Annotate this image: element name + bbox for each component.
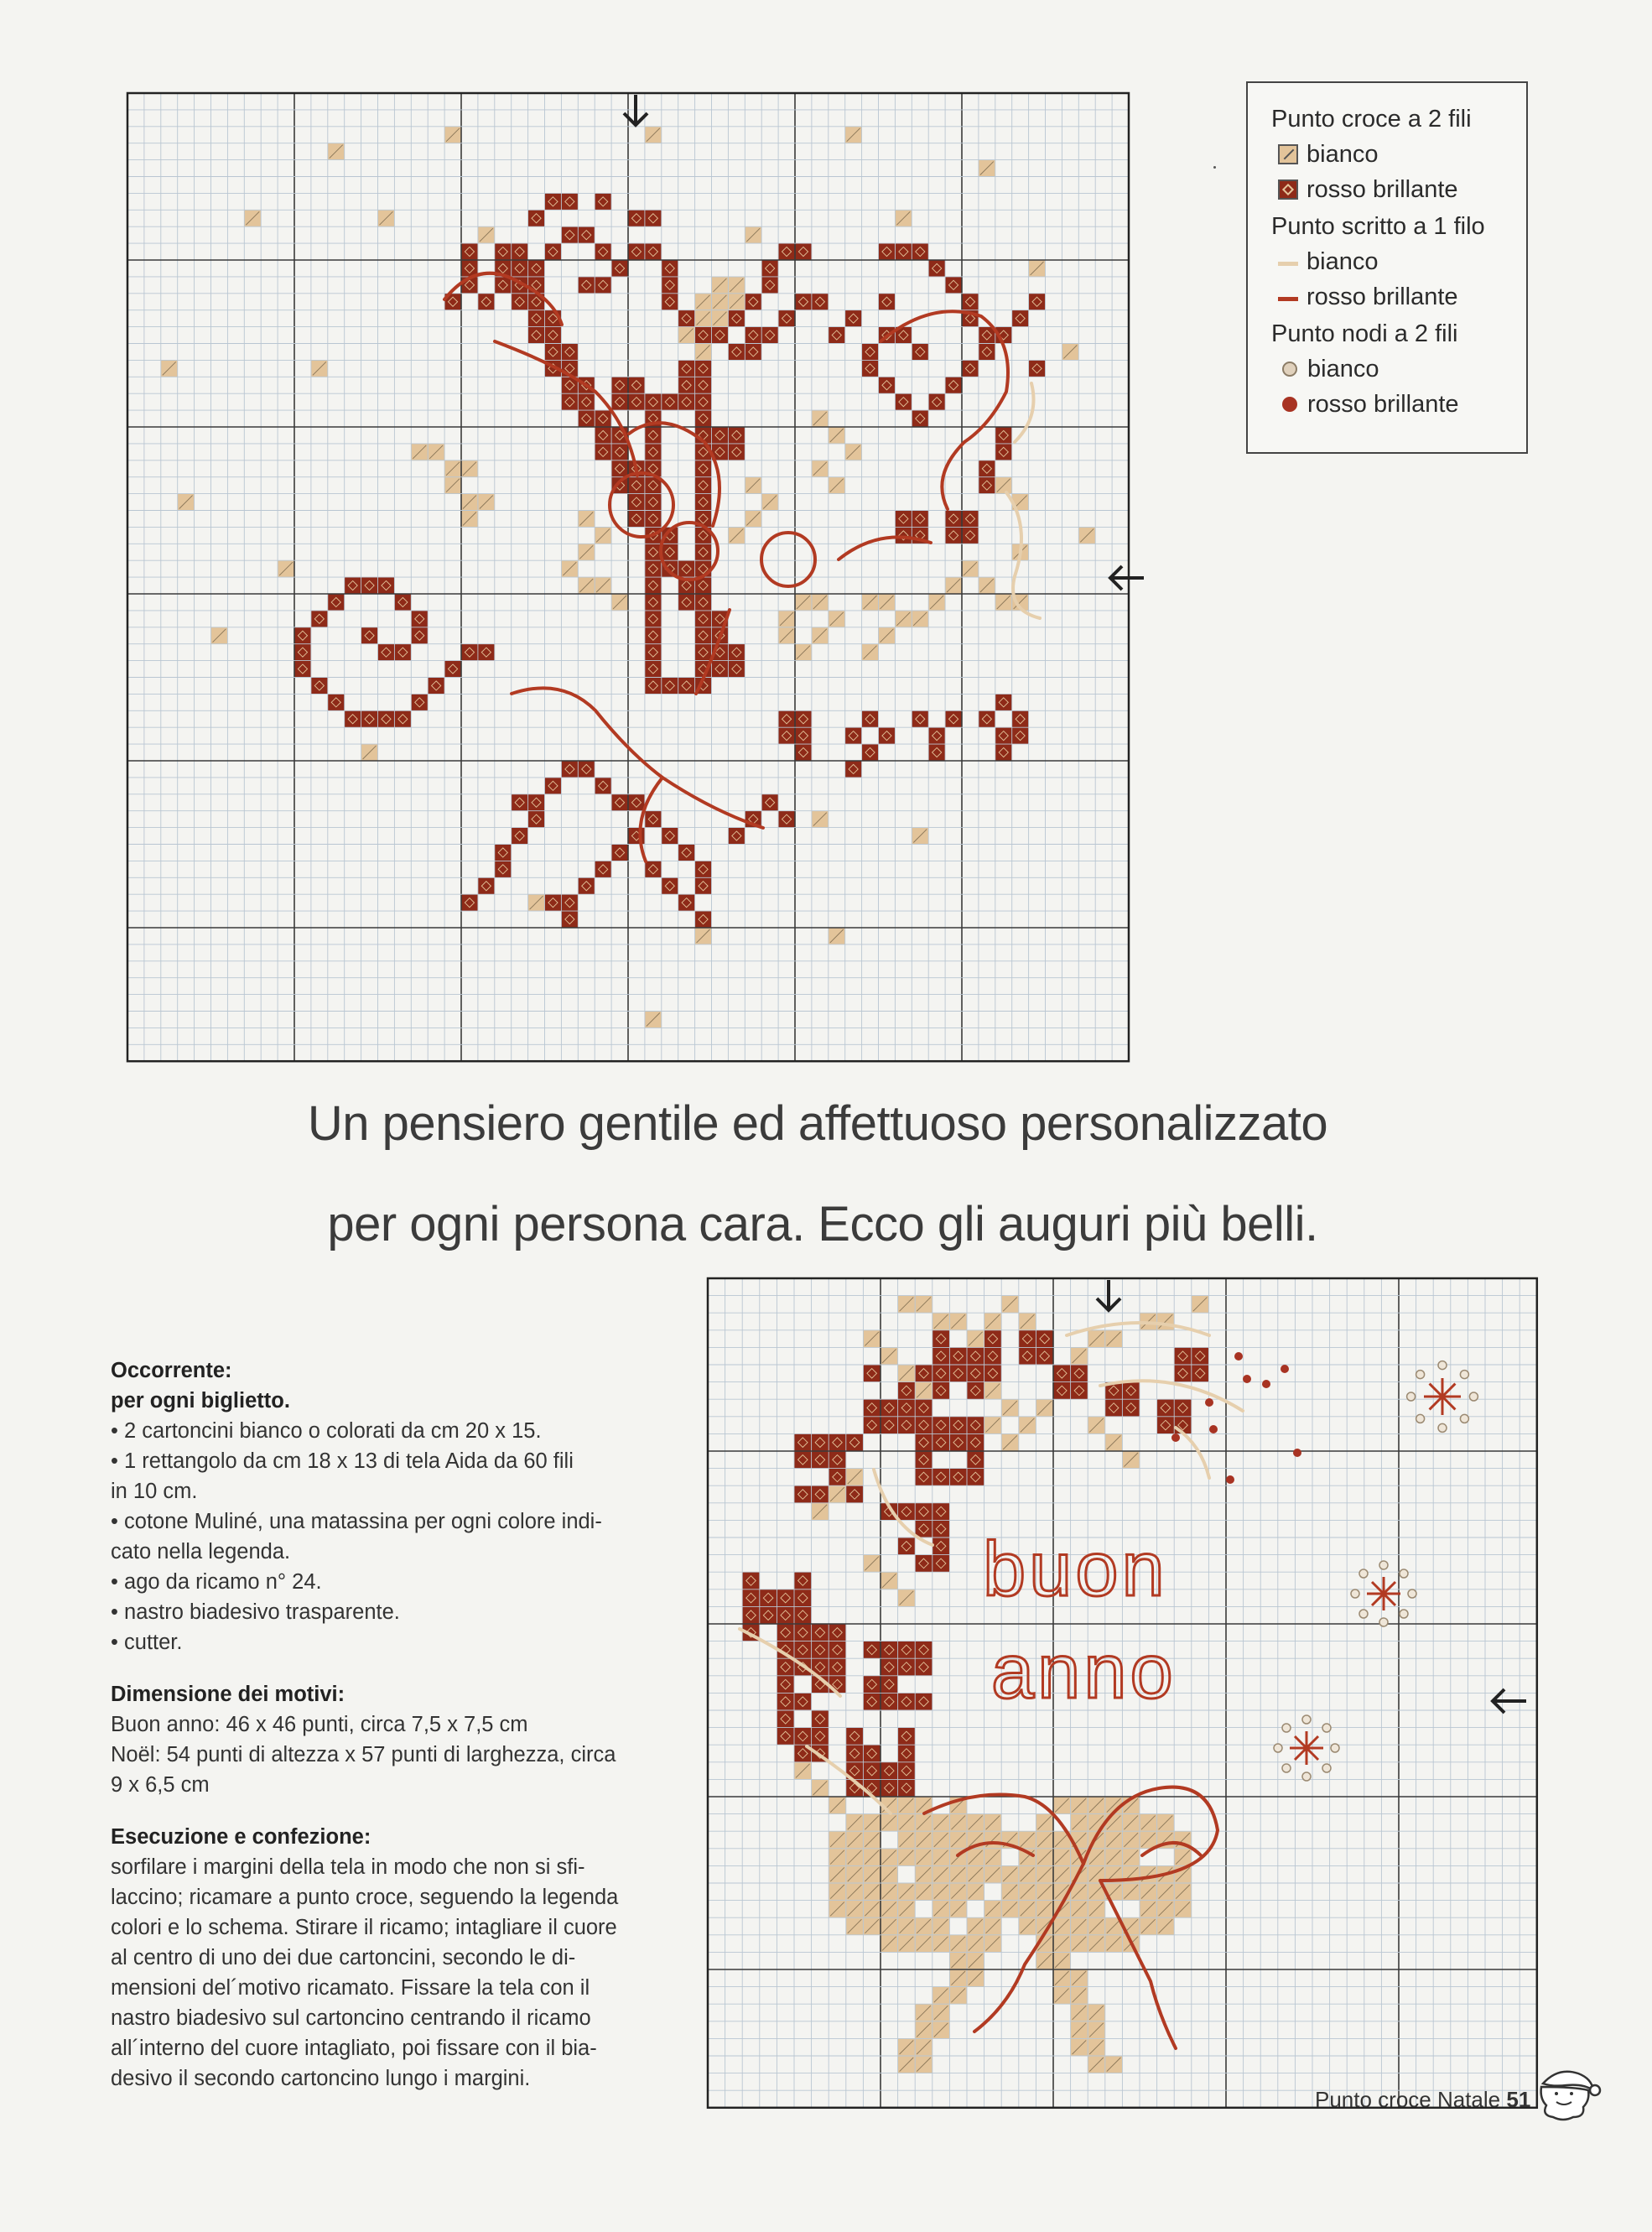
legend-heading-backstitch: Punto scritto a 1 filo (1271, 213, 1485, 240)
execution-line: nastro biadesivo sul cartoncino centrando il ricamo (111, 2006, 591, 2030)
dimensions-line: Buon anno: 46 x 46 punti, circa 7,5 x 7,5 cm (111, 1713, 528, 1736)
materials-title: Occorrente: (111, 1359, 232, 1382)
cross-stitch-rosso-swatch-icon (1278, 179, 1298, 200)
noel-cross-stitch-chart (126, 90, 1145, 1066)
legend-item-knot-bianco (1271, 351, 1526, 387)
dimensions-line: Noël: 54 punti di altezza x 57 punti di larghezza, circa (111, 1743, 616, 1766)
word-buon: buon (983, 1527, 1168, 1612)
execution-title: Esecuzione e confezione: (111, 1825, 371, 1849)
backstitch-rosso-swatch-icon (1278, 297, 1298, 301)
legend-label: rosso brillante (1307, 391, 1459, 418)
chart-grid (127, 93, 1129, 1061)
materials-item: • cotone Muliné, una matassina per ogni colore indi- (111, 1510, 602, 1533)
materials-item: • 2 cartoncini bianco o colorati da cm 20 x 15. (111, 1419, 542, 1443)
dimensions-title: Dimensione dei motivi: (111, 1683, 345, 1706)
execution-line: laccino; ricamare a punto croce, seguendo la legenda (111, 1886, 619, 1909)
legend-item-back-bianco (1271, 244, 1526, 279)
execution-line: sorfilare i margini della tela in modo che non si sfi- (111, 1855, 585, 1879)
buon-anno-cross-stitch-chart (706, 1277, 1546, 2125)
materials-item: • cutter. (111, 1631, 183, 1654)
knot-bianco-swatch-icon (1282, 362, 1297, 377)
backstitch-lines (444, 273, 1040, 861)
execution-line: mensioni del´motivo ricamato. Fissare la tela con il (111, 1976, 590, 2000)
headline-line-2: per ogni persona cara. Ecco gli auguri più belli. (327, 1197, 1318, 1251)
backstitch-bianco-swatch-icon (1278, 262, 1298, 266)
execution-line: desivo il secondo cartoncino lungo i margini. (111, 2067, 531, 2090)
materials-item: • nastro biadesivo trasparente. (111, 1600, 400, 1624)
word-anno: anno (991, 1629, 1177, 1714)
execution-line: all´interno del cuore intagliato, poi fissare con il bia- (111, 2037, 597, 2060)
santa-face-icon (1525, 2065, 1608, 2124)
execution-line: colori e lo schema. Stirare il ricamo; intagliare il cuore (111, 1916, 617, 1939)
stitch-legend (1246, 81, 1528, 454)
arrow-down-icon (1097, 1280, 1120, 1310)
knot-rosso-swatch-icon (1282, 397, 1297, 412)
legend-label: rosso brillante (1307, 284, 1458, 310)
arrow-left-icon (1110, 566, 1144, 590)
buon-anno-lettering (983, 1527, 1177, 1714)
legend-label: bianco (1307, 356, 1379, 382)
legend-item-knot-rosso (1271, 387, 1526, 422)
headline-line-1: Un pensiero gentile ed affettuoso personalizzato (307, 1096, 1328, 1151)
materials-item: cato nella legenda. (111, 1540, 291, 1563)
speck (1213, 166, 1216, 169)
dimensions-line: 9 x 6,5 cm (111, 1773, 210, 1797)
page-number: 51 (1506, 2087, 1531, 2112)
legend-heading-knots: Punto nodi a 2 fili (1271, 320, 1458, 347)
materials-item: • ago da ricamo n° 24. (111, 1570, 322, 1594)
legend-label: bianco (1307, 248, 1379, 275)
legend-heading-cross-stitch: Punto croce a 2 fili (1271, 106, 1472, 133)
materials-item: • 1 rettangolo da cm 18 x 13 di tela Aida da 60 fili (111, 1449, 574, 1473)
execution-line: al centro di uno dei due cartoncini, secondo le di- (111, 1946, 576, 1969)
page-footer (1315, 2087, 1530, 2113)
materials-subtitle: per ogni biglietto. (111, 1389, 290, 1413)
legend-label: rosso brillante (1307, 176, 1458, 203)
legend-item-cross-rosso (1271, 172, 1526, 207)
cross-stitch-bianco-swatch-icon (1278, 144, 1298, 164)
materials-item: in 10 cm. (111, 1480, 198, 1503)
legend-item-back-rosso (1271, 279, 1526, 315)
instructions (111, 1355, 631, 2094)
legend-label: bianco (1307, 141, 1379, 168)
magazine-name: Punto croce Natale (1315, 2087, 1501, 2112)
legend-item-cross-bianco (1271, 137, 1526, 172)
